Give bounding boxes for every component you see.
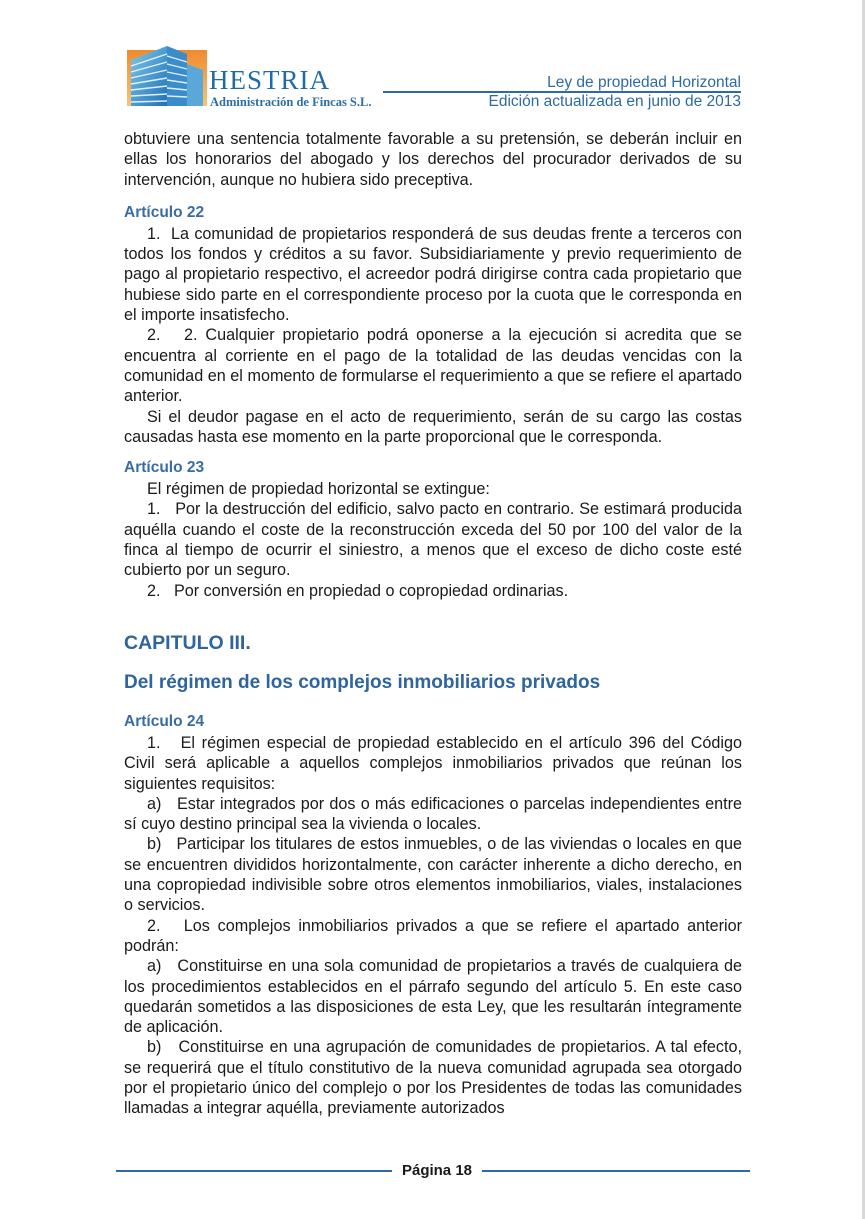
document-edition: Edición actualizada en junio de 2013 [488, 93, 741, 110]
article-24-paragraph-1: 1. El régimen especial de propiedad establecido en el artículo 396 del Código Civil será aplicable a aquellos complejos inmobiliarios privados que reúnan los siguientes requisitos: [124, 733, 742, 793]
page-header [0, 0, 865, 120]
footer-rule-right [482, 1170, 750, 1172]
article-24-2-item-a: a) Constituirse en una sola comunidad de propietarios a través de cualquiera de los procedimientos establecidos en el párrafo segundo del artículo 5. En este caso quedarán sometidos a las disposiciones de esta Ley, que les resultarán íntegramente de aplicación. [124, 957, 742, 1037]
intro-paragraph: obtuviere una sentencia totalmente favorable a su pretensión, se deberán incluir en ellas los honorarios del abogado y los derechos del procurador derivados de su intervención, aunque no hubiera sido preceptiva. [124, 130, 742, 189]
brand-subtitle: Administración de Fincas S.L. [210, 95, 372, 109]
article-22-heading: Artículo 22 [124, 203, 205, 221]
building-logo-icon [125, 42, 209, 108]
article-24-item-b: b) Participar los titulares de estos inmuebles, o de las viviendas o locales en que se encuentren divididos horizontalmente, con carácter inherente a dicho derecho, en una copropiedad indivisible sobre otros elementos inmobiliarios, viales, instalaciones o servicios. [124, 835, 742, 915]
document-title: Ley de propiedad Horizontal [547, 74, 741, 91]
article-22-paragraph-2: 2. 2. Cualquier propietario podrá oponerse a la ejecución si acredita que se encuentra al corriente en el pago de la totalidad de las deudas vencidas con la comunidad en el momento de formularse el requerimiento a que se refiere el apartado anterior. [124, 326, 742, 406]
section-heading: Del régimen de los complejos inmobiliarios privados [124, 671, 601, 693]
article-24-2-item-b: b) Constituirse en una agrupación de comunidades de propietarios. A tal efecto, se requerirá que el título constitutivo de la nueva comunidad agrupada sea otorgado por el propietario único del complejo o por los Presidentes de todas las comunidades llamadas a integrar aquélla, previamente autorizados [124, 1038, 742, 1118]
article-24-item-a: a) Estar integrados por dos o más edificaciones o parcelas independientes entre sí cuyo destino principal sea la vivienda o locales. [124, 794, 742, 834]
page-body [124, 129, 742, 1119]
article-23-paragraph-1: 1. Por la destrucción del edificio, salvo pacto en contrario. Se estimará producida aquélla cuando el coste de la reconstrucción exceda del 50 por 100 del valor de la finca al tiempo de ocurrir el siniestro, a menos que el exceso de dicho coste esté cubierto por un seguro. [124, 500, 742, 580]
footer-rule-left [116, 1170, 392, 1172]
page-number: Página 18 [401, 1162, 473, 1179]
article-22-paragraph-3: Si el deudor pagase en el acto de requerimiento, serán de su cargo las costas causadas hasta ese momento en la parte proporcional que le corresponda. [124, 407, 742, 446]
article-23-paragraph-2: 2. Por conversión en propiedad o copropiedad ordinarias. [147, 581, 569, 600]
article-23-intro: El régimen de propiedad horizontal se extingue: [147, 480, 490, 499]
brand-name: HESTRIA [209, 65, 330, 95]
chapter-heading: CAPITULO III. [124, 631, 251, 654]
article-22-paragraph-1: 1. La comunidad de propietarios responderá de sus deudas frente a terceros con todos los fondos y créditos a su favor. Subsidiariamente y previo requerimiento de pago al propietario respectivo, el acreedor podrá dirigirse contra cada propietario que hubiese sido parte en el correspondiente proceso por la cuota que le corresponda en el importe insatisfecho. [124, 224, 742, 325]
article-23-heading: Artículo 23 [124, 459, 205, 477]
article-24-heading: Artículo 24 [124, 712, 205, 730]
article-24-paragraph-2: 2. Los complejos inmobiliarios privados a que se refiere el apartado anterior podrán: [124, 916, 742, 955]
